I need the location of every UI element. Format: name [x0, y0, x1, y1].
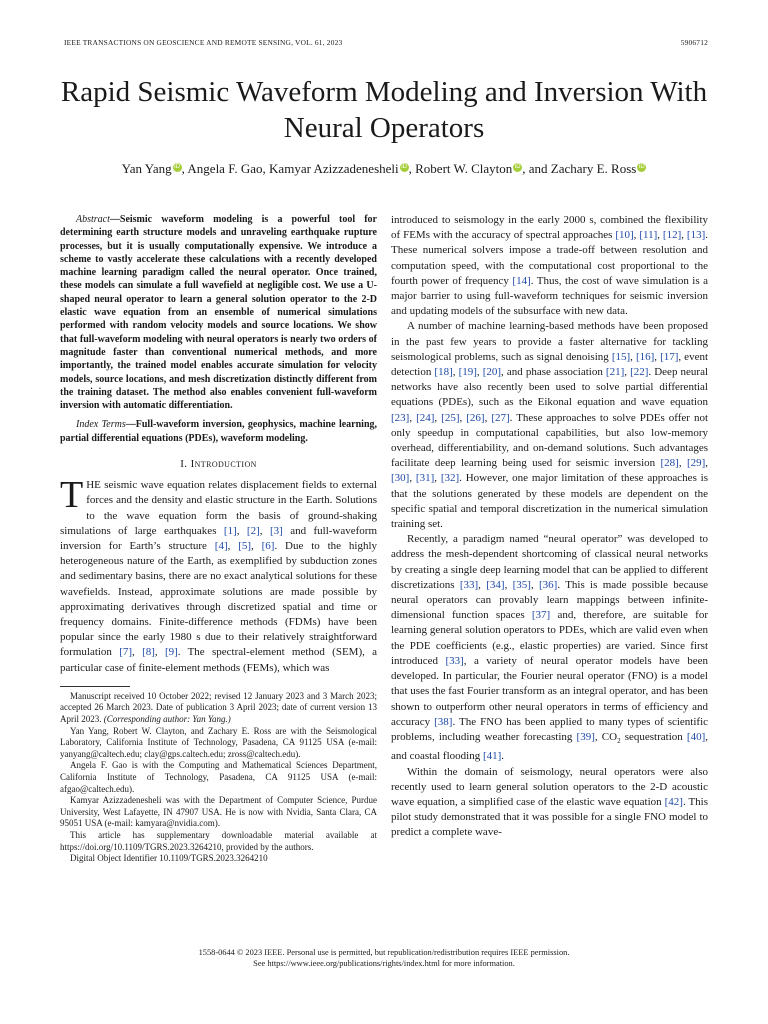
citation-link[interactable]: [8]	[142, 646, 155, 659]
text-run: ,	[409, 411, 417, 424]
index-terms-text: Full-waveform inversion, geophysics, machine learning, partial differential equations (PDEs), waveform modeling.	[60, 419, 378, 444]
text-run: ,	[530, 578, 540, 591]
text-run: ,	[657, 229, 663, 242]
text-run: ,	[259, 524, 270, 537]
body-paragraph	[391, 765, 708, 841]
text-run: . Deep neural networks have also recently been used to solve partial differential equations (PDEs), such as the Eikonal equation and wave equation	[391, 366, 709, 409]
page-number: 5906712	[680, 38, 708, 47]
footnote-text: Kamyar Azizzadenesheli was with the Department of Computer Science, Purdue University, West Lafayette, IN 47907 USA. He is now with Nvidia, Santa Clara, CA 95051 USA (e-mail: kamyara@nvidia.com).	[60, 795, 377, 829]
footnote-rule	[60, 686, 130, 687]
author-name: , Angela F. Gao, Kamyar Azizzadenesheli	[181, 161, 399, 176]
running-header	[64, 38, 708, 50]
text-run: ,	[478, 578, 487, 591]
author-name: , and Zachary E. Ross	[522, 161, 637, 176]
text-run: ,	[409, 472, 416, 485]
citation-link[interactable]: [42]	[664, 795, 683, 808]
citation-link[interactable]: [10]	[615, 229, 634, 242]
citation-link[interactable]: [29]	[686, 457, 706, 470]
index-terms: Index Terms—Full-waveform inversion, geophysics, machine learning, partial differential equations (PDEs), waveform modeling.	[60, 419, 378, 444]
citation-link[interactable]: [20]	[482, 366, 502, 379]
text-run: sequestration	[620, 730, 687, 743]
text-run: ,	[654, 350, 661, 363]
text-run: ,	[681, 229, 687, 242]
journal-line: IEEE TRANSACTIONS ON GEOSCIENCE AND REMOTE SENSING, VOL. 61, 2023	[64, 38, 343, 47]
citation-link[interactable]: [15]	[611, 350, 631, 363]
footnote-text: Manuscript received 10 October 2022; revised 12 January 2023 and 3 March 2023; accepted 26 March 2023. Date of publication 3 April 2023; date of current version 13 April 2023.	[60, 690, 377, 725]
text-run: ,	[476, 366, 483, 379]
citation-link[interactable]: [14]	[512, 274, 531, 287]
text-run: . This pilot study demonstrated that it was possible for a single FNO model to predict a complete wave-	[391, 795, 709, 839]
orcid-icon[interactable]: iD	[514, 163, 521, 170]
citation-link[interactable]: [33]	[459, 578, 479, 591]
text-run: ,	[624, 366, 631, 379]
text-run: . This is made possible because neural operators can provably learn mappings between infinite-dimensional function spaces	[391, 578, 709, 622]
text-run: ,	[154, 646, 165, 659]
intro-paragraph	[60, 474, 378, 676]
orcid-icon[interactable]: iD	[639, 163, 645, 170]
text-run: . These numerical solvers impose a trade-off between resolution and computation speed, with the computational cost proportional to the fourth power of frequency	[391, 229, 708, 287]
text-run: ,	[678, 457, 687, 470]
citation-link[interactable]: [12]	[662, 229, 682, 242]
text-run: , a variety of neural operator models have been developed. In particular, the Fourier neural operator (FNO) is a model that uses the fast Fourier transform as an integral operator, and has been shown to outperform other neural operators in terms of efficiency and accuracy	[391, 654, 708, 728]
text-run: , event detection	[391, 350, 709, 379]
footnote	[60, 760, 377, 795]
footnote	[60, 726, 377, 761]
body-paragraph	[391, 213, 708, 319]
citation-link[interactable]: [2]	[246, 524, 260, 537]
subscript: 2	[617, 737, 621, 746]
footnotes	[60, 691, 377, 865]
citation-link[interactable]: [6]	[261, 540, 275, 553]
author-name: , Robert W. Clayton	[408, 161, 513, 176]
text-run: ,	[236, 524, 247, 537]
body-paragraph	[391, 532, 708, 764]
footnote-text: Digital Object Identifier 10.1109/TGRS.2023.3264210	[70, 853, 268, 864]
citation-link[interactable]: [38]	[434, 715, 453, 728]
citation-link[interactable]: [37]	[531, 609, 551, 622]
paper-title: Rapid Seismic Waveform Modeling and Inversion With Neural Operators	[60, 76, 708, 144]
text-run: , CO	[594, 730, 618, 743]
text-run: ,	[504, 578, 513, 591]
section-heading	[60, 457, 377, 472]
text-run: , and phase association	[501, 366, 606, 379]
citation-link[interactable]: [35]	[512, 578, 531, 591]
citation-link[interactable]: [31]	[415, 472, 435, 485]
citation-link[interactable]: [1]	[223, 524, 237, 537]
abstract-label: Abstract	[76, 214, 110, 225]
author-name: Yan Yang	[121, 161, 172, 176]
author-list	[40, 160, 728, 178]
citation-link[interactable]: [27]	[491, 411, 510, 424]
body-paragraph	[391, 319, 708, 532]
citation-link[interactable]: [18]	[434, 366, 453, 379]
citation-link[interactable]: [22]	[630, 366, 649, 379]
section-title: Introduction	[190, 458, 257, 471]
citation-link[interactable]: [3]	[269, 524, 283, 537]
citation-link[interactable]: [24]	[416, 411, 435, 424]
footnote	[60, 795, 377, 830]
copyright-footer	[40, 947, 728, 969]
citation-link[interactable]: [34]	[486, 578, 505, 591]
text-run: ,	[132, 646, 143, 659]
citation-link[interactable]: [13]	[686, 229, 706, 242]
text-run: , and coastal flooding	[391, 730, 708, 763]
citation-link[interactable]: [16]	[635, 350, 655, 363]
citation-link[interactable]: [5]	[238, 540, 252, 553]
right-column	[391, 213, 708, 841]
citation-link[interactable]: [4]	[214, 540, 228, 553]
text-run: ,	[452, 366, 459, 379]
citation-link[interactable]: [7]	[119, 646, 133, 659]
text-run: ,	[705, 457, 709, 470]
citation-link[interactable]: [28]	[660, 457, 679, 470]
text-run: . The FNO has been applied to many types of scientific problems, including weather forecasting	[391, 715, 709, 743]
text-run: .	[501, 750, 505, 763]
text-run: A number of machine learning-based methods have been proposed in the past few years to provide a faster alternative for tackling seismological problems, such as signal denoising	[391, 320, 708, 363]
citation-link[interactable]: [41]	[482, 750, 502, 763]
text-run: . These approaches to solve PDEs offer not only speedup in computational capabilities, but also low-memory overhead, differentiability, and on-demand solutions. Such advantages facilitate deep learning being used for seismic inversion	[391, 411, 708, 470]
citation-link[interactable]: [19]	[458, 366, 477, 379]
footnote-text: This article has supplementary downloadable material available at https://doi.org/10.1109/TGRS.2023.3264210, provided by the authors.	[60, 830, 377, 852]
footnote	[60, 853, 377, 865]
footnote-text: Yan Yang, Robert W. Clayton, and Zachary E. Ross are with the Seismological Laboratory, California Institute of Technology, Pasadena, CA 91125 USA (e-mail: yanyang@caltech.edu; clay@gps.caltech.edu; zross@caltech.edu).	[60, 725, 377, 759]
citation-link[interactable]: [21]	[605, 366, 625, 379]
orcid-icon[interactable]: iD	[401, 163, 407, 170]
text-run: ,	[630, 350, 636, 363]
footnote-italic: (Corresponding author: Yan Yang.)	[103, 714, 231, 725]
citation-link[interactable]: [25]	[441, 411, 460, 424]
citation-link[interactable]: [32]	[440, 472, 460, 485]
abstract: Abstract—Seismic waveform modeling is a powerful tool for determining earth structure models and unraveling earthquake rupture processes, but it is usually computationally expensive. We introduce a scheme to vastly accelerate these calculations with a recently developed machine learning paradigm called the neural operator. Once trained, these models can simulate a full wavefield at negligible cost. We use a U-shaped neural operator to learn a general solution operator to the 2-D elastic wave equation from an ensemble of numerical simulations performed with random velocity models and source locations. We show that full-waveform modeling with neural operators is nearly two orders of magnitude faster than conventional numerical methods, and more importantly, the trained model enables accurate simulation for velocity models, source locations, and mesh discretization distinctly different from the training dataset. The method also enables convenient full-waveform inversion with automatic differentiation.	[60, 214, 377, 412]
citation-link[interactable]: [26]	[466, 411, 485, 424]
text-run: and full-waveform inversion for Earth’s structure	[60, 524, 378, 553]
text-run: . The spectral-element method (SEM), a particular case of finite-element methods (FEMs), which was	[60, 646, 378, 674]
text-run: ,	[227, 540, 239, 553]
citation-link[interactable]: [39]	[576, 730, 595, 743]
drop-cap: T	[60, 474, 84, 517]
footnote	[60, 691, 377, 726]
rights-link[interactable]: See https://www.ieee.org/publications/rights/index.html for more information.	[253, 959, 515, 968]
text-run: . However, one major limitation of these approaches is that the solutions generated by these models are dependent on the specific spatial and temporal discretization in the numerical simulation training set.	[391, 472, 709, 531]
left-column	[60, 213, 377, 865]
text-run: ,	[484, 411, 492, 424]
text-run: HE seismic wave equation relates displacement fields to external forces and the density and elastic structure in the Earth. Solutions to the wave equation form the basis of ground-shaking simulations of large earthquakes	[60, 479, 377, 537]
citation-link[interactable]: [33]	[445, 654, 464, 667]
orcid-icon[interactable]: iD	[174, 163, 180, 170]
citation-link[interactable]: [40]	[686, 730, 706, 743]
text-run: introduced to seismology in the early 2000 s, combined the flexibility of FEMs with the accuracy of spectral approaches	[391, 214, 708, 242]
text-run: Recently, a paradigm named “neural operator” was developed to address the mesh-dependent shortcoming of classical neural networks by creating a single deep learning model that can be applied to different discretizations	[391, 533, 708, 591]
text-run: ,	[251, 540, 262, 553]
citation-link[interactable]: [9]	[164, 646, 178, 659]
index-terms-label: Index Terms	[76, 419, 126, 431]
text-run: ,	[459, 411, 467, 424]
text-run: ,	[633, 229, 640, 242]
text-run: Within the domain of seismology, neural operators were also recently used to learn general solution operators to the 2-D acoustic wave equation, a simplified case of the elastic wave equation	[391, 765, 708, 808]
section-numeral: I.	[180, 458, 188, 471]
copyright-line: 1558-0644 © 2023 IEEE. Personal use is permitted, but republication/redistribution requires IEEE permission.	[198, 948, 570, 957]
footnote-text: Angela F. Gao is with the Computing and Mathematical Sciences Department, California Institute of Technology, Pasadena, CA 91125 USA (e-mail: afgao@caltech.edu).	[60, 760, 377, 794]
text-run: and, therefore, are suitable for learning general solution operators to PDEs, which are valid even when the PDE coefficients (e.g., elastic properties) are varied. Since first introduced	[391, 609, 709, 667]
citation-link[interactable]: [23]	[391, 411, 410, 424]
text-run: . Due to the highly heterogeneous nature of the Earth, as exemplified by subduction zones and sedimentary basins, there are no exact analytical solutions for these wavefields. Instead, approximate solutions are made possible by approximating derivatives through discretized spatial and time or frequency domains. Finite-difference methods (FDMs) have been popular since the early 1980 s due to their relatively straightforward formulation	[60, 540, 378, 659]
citation-link[interactable]: [17]	[660, 350, 679, 363]
text-run: ,	[434, 472, 441, 485]
abstract-text: Seismic waveform modeling is a powerful tool for determining earth structure models and unraveling earthquake rupture processes, but it is usually computationally expensive. We introduce a scheme to vastly accelerate these calculations with a recently developed machine learning paradigm called the neural operator. Once trained, these models can simulate a full wavefield at negligible cost. We use a U-shaped neural operator to learn a general solution operator to the 2-D elastic wave equation from an ensemble of numerical simulations performed with random velocity models and source locations. We show that full-waveform modeling with neural operators is nearly two orders of magnitude faster than conventional numerical methods, and more importantly, the trained model enables accurate simulation for velocity models, source locations, and mesh discretization distinctly different from the training dataset. The method also enables convenient full-waveform inversion with automatic differentiation.	[60, 214, 377, 412]
citation-link[interactable]: [11]	[639, 229, 658, 242]
citation-link[interactable]: [36]	[539, 578, 558, 591]
footnote	[60, 830, 377, 853]
citation-link[interactable]: [30]	[391, 472, 410, 485]
text-run: ,	[434, 411, 442, 424]
text-run: . Thus, the cost of wave simulation is a major barrier to using full-waveform techniques for seismic inversion and updating models of the subsurface with new data.	[391, 274, 708, 318]
